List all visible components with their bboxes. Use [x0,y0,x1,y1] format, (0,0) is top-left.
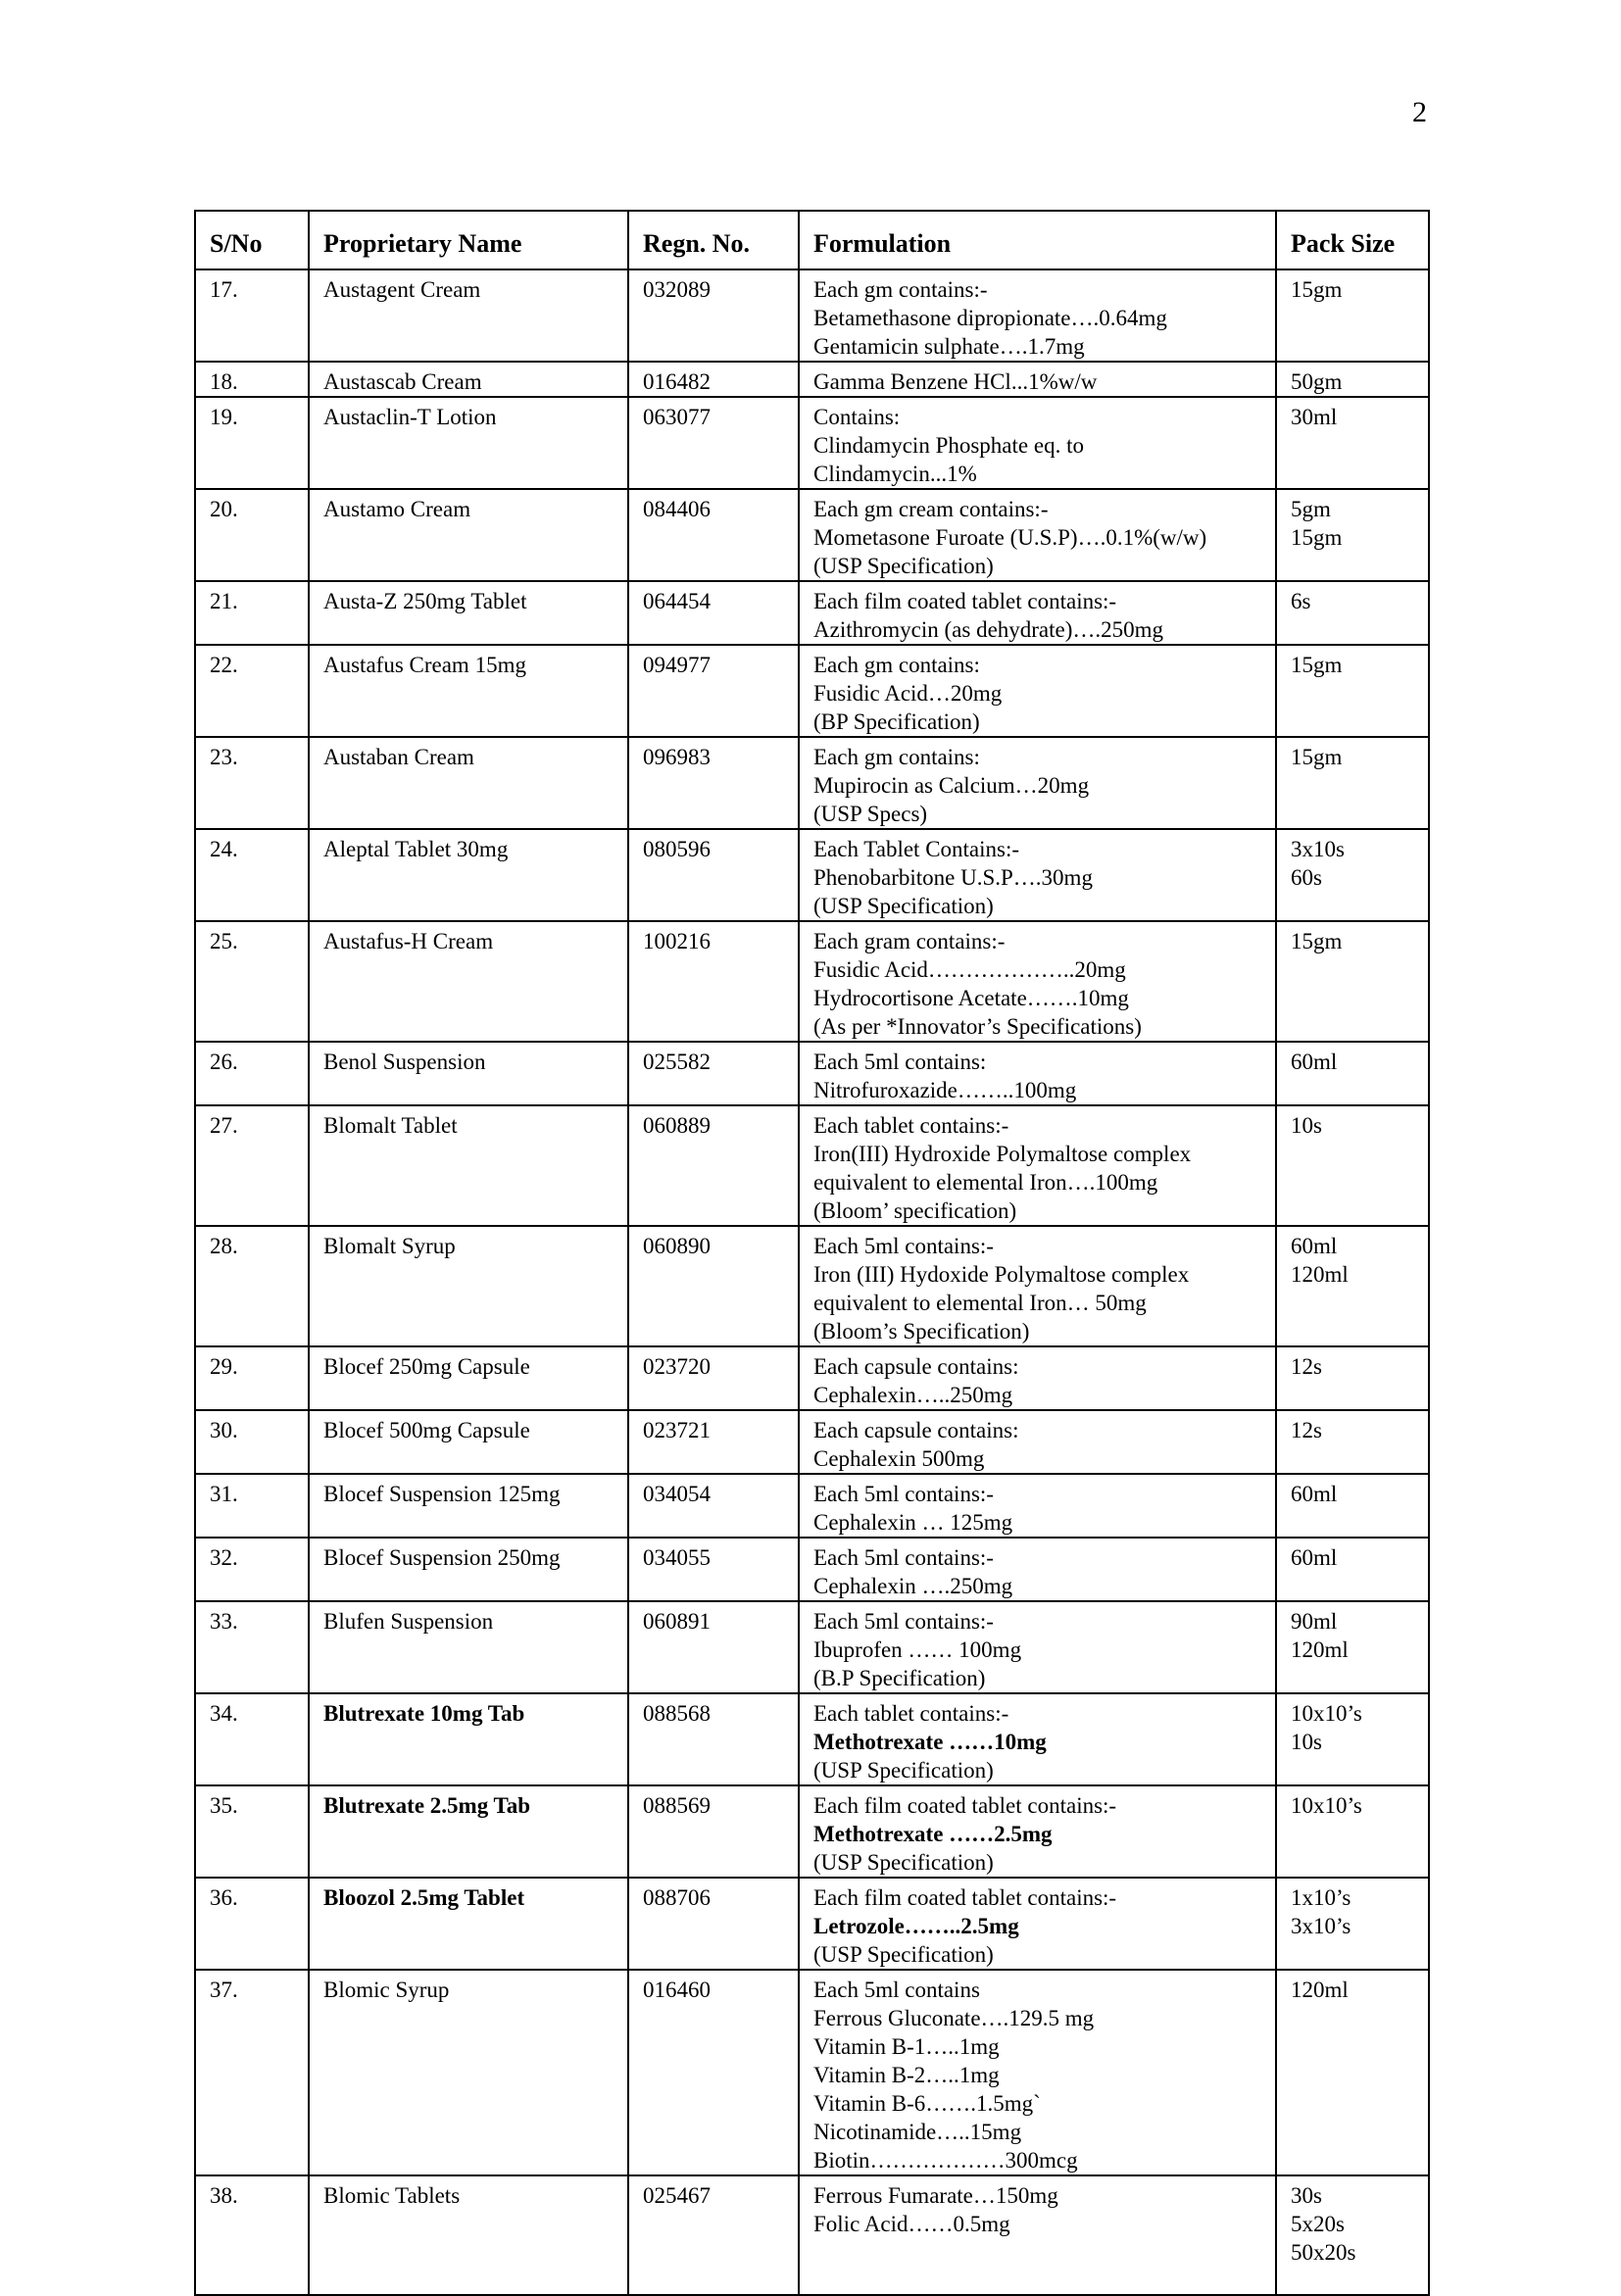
cell-proprietary-name: Blutrexate 2.5mg Tab [309,1785,628,1878]
table-header-row [195,211,1429,269]
formulation-line: Phenobarbitone U.S.P….30mg [813,865,1093,890]
table-row [195,1970,1429,2175]
pack-size-line: 6s [1291,589,1311,613]
header-proprietary-name: Proprietary Name [309,211,628,269]
table-row [195,1105,1429,1226]
formulation-line: (B.P Specification) [813,1666,986,1690]
cell-proprietary-name: Blomic Tablets [309,2175,628,2295]
formulation-line: Each gm contains:- [813,277,988,302]
table-row [195,1785,1429,1878]
cell-sno: 21. [195,581,309,645]
header-regn-no: Regn. No. [628,211,799,269]
pack-size-line: 50x20s [1291,2240,1356,2265]
cell-regn-no: 088569 [628,1785,799,1878]
pack-size-line: 1x10’s [1291,1885,1351,1910]
cell-regn-no: 063077 [628,397,799,489]
pack-size-line: 60ml [1291,1234,1338,1258]
cell-proprietary-name: Austascab Cream [309,362,628,397]
formulation-line: Each film coated tablet contains:- [813,1793,1117,1818]
formulation-line: Each gram contains:- [813,929,1006,953]
cell-sno: 20. [195,489,309,581]
cell-pack-size [1276,645,1429,737]
cell-regn-no: 060890 [628,1226,799,1346]
table-row [195,1410,1429,1474]
cell-pack-size [1276,921,1429,1042]
pack-size-line: 90ml [1291,1609,1338,1634]
pack-size-line: 30s [1291,2183,1322,2208]
formulation-line: Fusidic Acid………………..20mg [813,957,1126,982]
cell-sno: 30. [195,1410,309,1474]
cell-regn-no: 100216 [628,921,799,1042]
cell-formulation [799,2175,1276,2295]
header-sno: S/No [195,211,309,269]
cell-proprietary-name: Benol Suspension [309,1042,628,1105]
cell-proprietary-name: Austa-Z 250mg Tablet [309,581,628,645]
formulation-line: Gamma Benzene HCl...1%w/w [813,369,1098,394]
cell-regn-no: 025467 [628,2175,799,2295]
formulation-line: Iron(III) Hydroxide Polymaltose complex [813,1142,1192,1166]
pack-size-line: 12s [1291,1354,1322,1379]
formulation-line: (Bloom’s Specification) [813,1319,1030,1343]
formulation-line: Each 5ml contains:- [813,1609,994,1634]
formulation-line: Letrozole……..2.5mg [813,1914,1019,1938]
cell-pack-size [1276,1878,1429,1970]
formulation-line: Cephalexin ….250mg [813,1574,1013,1598]
cell-sno: 24. [195,829,309,921]
cell-regn-no: 034054 [628,1474,799,1538]
cell-regn-no: 084406 [628,489,799,581]
pack-size-line: 15gm [1291,653,1343,677]
cell-proprietary-name: Austaban Cream [309,737,628,829]
cell-formulation [799,1410,1276,1474]
table-row [195,489,1429,581]
table-row [195,1474,1429,1538]
cell-proprietary-name: Blomalt Syrup [309,1226,628,1346]
cell-formulation [799,1474,1276,1538]
formulation-line: Each gm cream contains:- [813,497,1049,521]
formulation-line: Azithromycin (as dehydrate)….250mg [813,617,1164,642]
table-row [195,1042,1429,1105]
pack-size-line: 12s [1291,1418,1322,1442]
cell-regn-no: 080596 [628,829,799,921]
pack-size-line: 120ml [1291,1637,1349,1662]
pack-size-line: 15gm [1291,929,1343,953]
cell-sno: 18. [195,362,309,397]
cell-pack-size [1276,1693,1429,1785]
cell-regn-no: 060889 [628,1105,799,1226]
pack-size-line: 3x10’s [1291,1914,1351,1938]
formulation-line: Cephalexin 500mg [813,1446,985,1471]
pack-size-line: 15gm [1291,277,1343,302]
cell-proprietary-name: Austagent Cream [309,269,628,362]
cell-pack-size [1276,1601,1429,1693]
cell-formulation [799,397,1276,489]
formulation-line: Each tablet contains:- [813,1701,1009,1726]
formulation-line: Hydrocortisone Acetate…….10mg [813,986,1129,1010]
cell-sno: 32. [195,1538,309,1601]
formulation-line: Nicotinamide…..15mg [813,2120,1022,2144]
formulation-line: Each film coated tablet contains:- [813,589,1117,613]
formulation-line: Clindamycin...1% [813,462,977,486]
cell-regn-no: 094977 [628,645,799,737]
formulation-line: Each tablet contains:- [813,1113,1009,1138]
cell-sno: 34. [195,1693,309,1785]
cell-formulation [799,1970,1276,2175]
page-number: 2 [1412,96,1427,128]
cell-pack-size [1276,362,1429,397]
pack-size-line: 15gm [1291,745,1343,769]
formulation-line: Betamethasone dipropionate….0.64mg [813,306,1167,330]
cell-proprietary-name: Austaclin-T Lotion [309,397,628,489]
pack-size-line: 10x10’s [1291,1701,1362,1726]
cell-regn-no: 060891 [628,1601,799,1693]
pack-size-line: 10s [1291,1113,1322,1138]
table-row [195,921,1429,1042]
cell-formulation [799,269,1276,362]
cell-formulation [799,1785,1276,1878]
cell-sno: 17. [195,269,309,362]
formulation-line: Each Tablet Contains:- [813,837,1020,861]
formulation-line: Ferrous Fumarate…150mg [813,2183,1058,2208]
cell-pack-size [1276,1346,1429,1410]
cell-regn-no: 088568 [628,1693,799,1785]
formulation-line: Gentamicin sulphate….1.7mg [813,334,1085,359]
table-row [195,1693,1429,1785]
cell-pack-size [1276,1970,1429,2175]
cell-formulation [799,1346,1276,1410]
cell-pack-size [1276,1410,1429,1474]
cell-pack-size [1276,737,1429,829]
cell-pack-size [1276,1785,1429,1878]
table-row [195,2175,1429,2295]
table-row [195,397,1429,489]
formulation-line: (USP Specification) [813,894,994,918]
formulation-line: equivalent to elemental Iron… 50mg [813,1291,1147,1315]
formulation-line: Ibuprofen …… 100mg [813,1637,1022,1662]
header-pack-size: Pack Size [1276,211,1429,269]
pack-size-line: 3x10s [1291,837,1345,861]
formulation-line: Each gm contains: [813,745,980,769]
cell-sno: 29. [195,1346,309,1410]
formulation-line: Mupirocin as Calcium…20mg [813,773,1090,798]
pack-size-line: 60ml [1291,1050,1338,1074]
pack-size-line: 5gm [1291,497,1331,521]
pack-size-line: 120ml [1291,1978,1349,2002]
formulation-line: Each 5ml contains:- [813,1545,994,1570]
cell-proprietary-name: Blocef Suspension 250mg [309,1538,628,1601]
cell-proprietary-name: Austafus-H Cream [309,921,628,1042]
cell-pack-size [1276,269,1429,362]
cell-formulation [799,1878,1276,1970]
cell-proprietary-name: Blocef 500mg Capsule [309,1410,628,1474]
table-row [195,1601,1429,1693]
formulation-line: (USP Specification) [813,554,994,578]
formulation-line: (USP Specs) [813,802,928,826]
table-row [195,1538,1429,1601]
formulation-line: Clindamycin Phosphate eq. to [813,433,1084,458]
cell-pack-size [1276,581,1429,645]
cell-regn-no: 096983 [628,737,799,829]
table-row [195,581,1429,645]
formulation-line: Cephalexin … 125mg [813,1510,1013,1535]
cell-proprietary-name: Austamo Cream [309,489,628,581]
cell-proprietary-name: Aleptal Tablet 30mg [309,829,628,921]
cell-proprietary-name: Bloozol 2.5mg Tablet [309,1878,628,1970]
cell-sno: 31. [195,1474,309,1538]
cell-formulation [799,1601,1276,1693]
formulation-line: Vitamin B-1…..1mg [813,2034,1000,2059]
cell-proprietary-name: Blufen Suspension [309,1601,628,1693]
cell-sno: 37. [195,1970,309,2175]
pack-size-line: 5x20s [1291,2212,1345,2236]
pack-size-line: 120ml [1291,1262,1349,1287]
cell-pack-size [1276,397,1429,489]
formulation-line: Each 5ml contains:- [813,1482,994,1506]
table-row [195,269,1429,362]
table-row [195,362,1429,397]
formulation-line: Each capsule contains: [813,1418,1019,1442]
cell-formulation [799,1538,1276,1601]
cell-formulation [799,581,1276,645]
cell-sno: 22. [195,645,309,737]
header-formulation: Formulation [799,211,1276,269]
formulation-line: equivalent to elemental Iron….100mg [813,1170,1158,1195]
pack-size-line: 10s [1291,1730,1322,1754]
formulation-line: Nitrofuroxazide……..100mg [813,1078,1077,1102]
cell-proprietary-name: Austafus Cream 15mg [309,645,628,737]
cell-regn-no: 023720 [628,1346,799,1410]
cell-regn-no: 032089 [628,269,799,362]
cell-regn-no: 088706 [628,1878,799,1970]
cell-proprietary-name: Blomic Syrup [309,1970,628,2175]
formulation-line: Biotin………………300mcg [813,2148,1078,2173]
cell-formulation [799,489,1276,581]
pack-size-line: 60ml [1291,1482,1338,1506]
formulation-line: (USP Specification) [813,1942,994,1967]
cell-pack-size [1276,489,1429,581]
pack-size-line: 10x10’s [1291,1793,1362,1818]
formulation-line: Methotrexate ……2.5mg [813,1822,1053,1846]
cell-proprietary-name: Blutrexate 10mg Tab [309,1693,628,1785]
cell-sno: 36. [195,1878,309,1970]
formulation-line: Each film coated tablet contains:- [813,1885,1117,1910]
formulation-line: Ferrous Gluconate….129.5 mg [813,2006,1095,2030]
cell-sno: 27. [195,1105,309,1226]
cell-pack-size [1276,829,1429,921]
table-row [195,829,1429,921]
formulation-line: Each capsule contains: [813,1354,1019,1379]
formulation-line: Iron (III) Hydoxide Polymaltose complex [813,1262,1190,1287]
table-row [195,1346,1429,1410]
cell-sno: 33. [195,1601,309,1693]
table-row [195,645,1429,737]
cell-regn-no: 016460 [628,1970,799,2175]
cell-pack-size [1276,2175,1429,2295]
pack-size-line: 50gm [1291,369,1343,394]
cell-proprietary-name: Blocef Suspension 125mg [309,1474,628,1538]
formulation-line: Mometasone Furoate (U.S.P)….0.1%(w/w) [813,525,1207,550]
table-row [195,1226,1429,1346]
cell-formulation [799,1042,1276,1105]
formulation-line: Cephalexin…..250mg [813,1383,1013,1407]
cell-proprietary-name: Blomalt Tablet [309,1105,628,1226]
cell-formulation [799,921,1276,1042]
cell-formulation [799,645,1276,737]
cell-sno: 23. [195,737,309,829]
formulation-line: Folic Acid……0.5mg [813,2212,1010,2236]
formulation-line: (Bloom’ specification) [813,1198,1017,1223]
formulation-line: Each gm contains: [813,653,980,677]
formulation-line: Contains: [813,405,901,429]
cell-sno: 19. [195,397,309,489]
cell-regn-no: 023721 [628,1410,799,1474]
table-row [195,1878,1429,1970]
cell-pack-size [1276,1474,1429,1538]
cell-sno: 28. [195,1226,309,1346]
cell-sno: 26. [195,1042,309,1105]
cell-pack-size [1276,1538,1429,1601]
cell-regn-no: 016482 [628,362,799,397]
cell-formulation [799,1693,1276,1785]
formulation-line: Vitamin B-2…..1mg [813,2063,1000,2087]
formulation-line: Each 5ml contains: [813,1050,987,1074]
table-row [195,737,1429,829]
cell-formulation [799,829,1276,921]
cell-regn-no: 064454 [628,581,799,645]
cell-sno: 38. [195,2175,309,2295]
pack-size-line: 60ml [1291,1545,1338,1570]
cell-regn-no: 025582 [628,1042,799,1105]
cell-proprietary-name: Blocef 250mg Capsule [309,1346,628,1410]
pack-size-line: 30ml [1291,405,1338,429]
registration-table [194,210,1430,2296]
cell-formulation [799,1105,1276,1226]
cell-formulation [799,362,1276,397]
cell-sno: 35. [195,1785,309,1878]
cell-pack-size [1276,1226,1429,1346]
formulation-line: (USP Specification) [813,1758,994,1783]
formulation-line: (USP Specification) [813,1850,994,1875]
formulation-line: Fusidic Acid…20mg [813,681,1003,706]
pack-size-line: 15gm [1291,525,1343,550]
cell-regn-no: 034055 [628,1538,799,1601]
cell-sno: 25. [195,921,309,1042]
formulation-line: (BP Specification) [813,709,980,734]
cell-formulation [799,737,1276,829]
formulation-line: Vitamin B-6…….1.5mg` [813,2091,1041,2116]
formulation-line: Each 5ml contains [813,1978,980,2002]
cell-pack-size [1276,1105,1429,1226]
cell-pack-size [1276,1042,1429,1105]
pack-size-line: 60s [1291,865,1322,890]
formulation-line: (As per *Innovator’s Specifications) [813,1014,1142,1039]
formulation-line: Each 5ml contains:- [813,1234,994,1258]
formulation-line: Methotrexate ……10mg [813,1730,1047,1754]
cell-formulation [799,1226,1276,1346]
